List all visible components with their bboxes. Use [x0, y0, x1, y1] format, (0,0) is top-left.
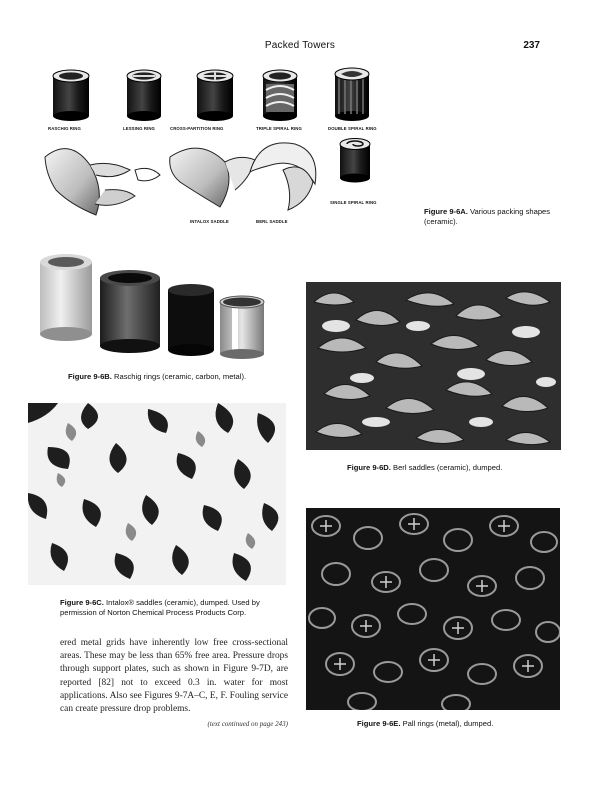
lessing-ring-drawing	[127, 70, 161, 121]
intalox-saddle-center-drawing	[170, 148, 255, 207]
label-intalox-saddle: INTALOX SADDLE	[190, 219, 229, 224]
double-spiral-ring-drawing	[335, 68, 369, 121]
berl-saddle-drawing	[250, 143, 316, 210]
caption-figure-9-6e: Figure 9-6E. Pall rings (metal), dumped.	[357, 719, 494, 728]
figure-9-6c-photo	[28, 403, 286, 585]
running-header: Packed Towers	[264, 40, 336, 51]
ceramic-raschig-ring-photo	[40, 254, 92, 341]
carbon-raschig-ring-photo	[100, 270, 160, 353]
label-cross-partition-ring: CROSS-PARTITION RING	[170, 126, 224, 131]
label-double-spiral-ring: DOUBLE SPIRAL RING	[328, 126, 377, 131]
figure-9-6e-photo	[306, 508, 560, 710]
label-berl-saddle: BERL SADDLE	[256, 219, 288, 224]
label-lessing-ring: LESSING RING	[123, 126, 155, 131]
cross-partition-ring-drawing	[197, 70, 233, 121]
label-raschig-ring: RASCHIG RING	[48, 126, 81, 131]
page-number: 237	[523, 40, 540, 51]
carbon-raschig-ring-black-photo	[168, 284, 214, 356]
triple-spiral-ring-drawing	[263, 70, 297, 121]
caption-figure-9-6a: Figure 9-6A. Various packing shapes (ceramic).	[424, 207, 551, 226]
intalox-saddle-drawing	[45, 149, 160, 215]
continued-note: (text continued on page 243)	[207, 720, 288, 728]
raschig-ring-drawing	[53, 70, 89, 121]
label-triple-spiral-ring: TRIPLE SPIRAL RING	[256, 126, 302, 131]
metal-raschig-ring-photo	[220, 296, 264, 359]
caption-figure-9-6d: Figure 9-6D. Berl saddles (ceramic), dumped.	[347, 463, 503, 472]
single-spiral-ring-drawing	[340, 139, 370, 183]
figure-9-6d-photo	[306, 282, 561, 450]
figure-9-6a-drawing	[35, 62, 405, 232]
figure-9-6b-photo	[30, 250, 275, 365]
caption-figure-9-6b: Figure 9-6B. Raschig rings (ceramic, carbon, metal).	[68, 372, 247, 381]
caption-figure-9-6c: Figure 9-6C. Intalox® saddles (ceramic), dumped. Used by permission of Norton Chemical Process Products Corp.	[60, 598, 260, 617]
label-single-spiral-ring: SINGLE SPIRAL RING	[330, 200, 377, 205]
body-text-paragraph: ered metal grids have inherently low free cross-sectional areas. These may be less than 65% free area. Pressure drops through support plates, such as shown in Figure 9-7D, are reported [82] not to exceed 0.3 in. water for most applications. Also see Figures 9-7A–C, E, F. Fouling service can create pressure drop problems.	[60, 638, 288, 715]
